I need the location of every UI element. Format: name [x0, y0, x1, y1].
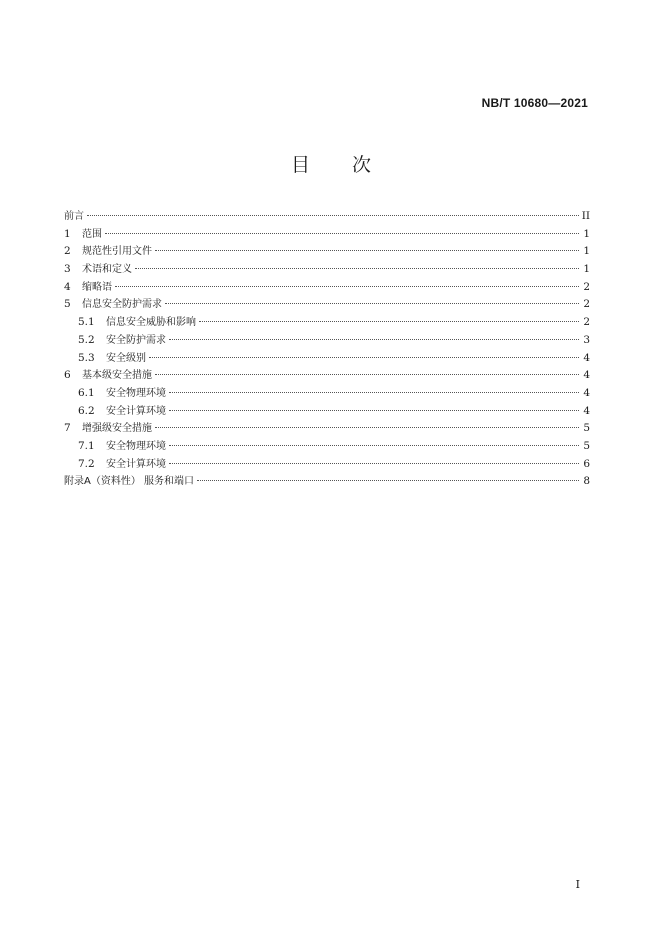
toc-entry-page: 5 — [583, 439, 590, 452]
toc-entry-label: 安全物理环境 — [106, 440, 166, 452]
toc-leader-dots — [87, 215, 579, 216]
toc-leader-dots — [115, 286, 579, 287]
toc-entry[interactable] — [64, 261, 590, 279]
toc-entry-number: 5.1 — [78, 316, 95, 329]
toc-entry[interactable] — [64, 208, 590, 226]
page-number: I — [575, 878, 580, 891]
toc-entry[interactable] — [64, 332, 590, 350]
toc-entry-page: 2 — [583, 280, 590, 293]
toc-entry-label: 安全计算环境 — [106, 405, 166, 417]
toc-leader-dots — [169, 392, 579, 393]
toc-entry-label: 安全计算环境 — [106, 458, 166, 470]
toc-entry-number: 6 — [64, 369, 71, 382]
toc-leader-dots — [105, 233, 579, 234]
standard-number: NB/T 10680—2021 — [481, 96, 588, 110]
toc-entry-page: 6 — [583, 457, 590, 470]
toc-leader-dots — [169, 339, 579, 340]
toc-entry[interactable] — [64, 420, 590, 438]
toc-entry-page: 4 — [583, 351, 590, 364]
toc-entry-number: 7.2 — [78, 457, 95, 470]
toc-entry-label: 安全物理环境 — [106, 387, 166, 399]
toc-entry-number: 6.2 — [78, 404, 95, 417]
toc-entry[interactable] — [64, 314, 590, 332]
toc-entry-page: 2 — [583, 298, 590, 311]
toc-entry[interactable] — [64, 473, 590, 491]
toc-entry[interactable] — [64, 367, 590, 385]
toc-entry-page: II — [581, 210, 590, 222]
toc-entry-page: 5 — [583, 422, 590, 435]
toc-leader-dots — [155, 374, 579, 375]
toc-entry-page: 3 — [583, 333, 590, 346]
toc-entry[interactable] — [64, 456, 590, 474]
toc-entry-label: 规范性引用文件 — [82, 246, 152, 258]
toc-entry-label: 安全级别 — [106, 352, 146, 364]
toc-entry-number: 5.2 — [78, 333, 95, 346]
toc-entry-label: 安全防护需求 — [106, 334, 166, 346]
toc-entry-page: 4 — [583, 404, 590, 417]
toc-entry[interactable] — [64, 243, 590, 261]
toc-entry-number: 5 — [64, 298, 71, 311]
toc-entry-page: 1 — [583, 245, 590, 258]
toc-entry-label: 前言 — [64, 211, 84, 222]
toc-leader-dots — [199, 321, 579, 322]
toc-entry-label: 范围 — [82, 228, 102, 240]
toc-entry-label: 增强级安全措施 — [82, 423, 152, 435]
toc-entry-page: 1 — [583, 227, 590, 240]
toc-entry-number: 4 — [64, 280, 71, 293]
toc-entry-label: 信息安全防护需求 — [82, 299, 162, 311]
toc-entry-label: 附录A（资料性） 服务和端口 — [64, 476, 195, 488]
table-of-contents — [64, 208, 590, 491]
toc-entry[interactable] — [64, 296, 590, 314]
toc-entry-page: 2 — [583, 316, 590, 329]
toc-entry-page: 8 — [583, 475, 590, 488]
toc-entry-number: 7.1 — [78, 439, 95, 452]
toc-leader-dots — [169, 445, 579, 446]
toc-entry[interactable] — [64, 226, 590, 244]
toc-leader-dots — [165, 303, 579, 304]
toc-leader-dots — [155, 250, 579, 251]
toc-entry[interactable] — [64, 385, 590, 403]
toc-entry-label: 术语和定义 — [82, 264, 132, 276]
toc-entry[interactable] — [64, 350, 590, 368]
toc-entry[interactable] — [64, 403, 590, 421]
toc-leader-dots — [149, 357, 579, 358]
page-title: 目次 — [290, 154, 413, 176]
toc-leader-dots — [169, 410, 579, 411]
toc-entry-label: 信息安全威胁和影响 — [106, 317, 196, 329]
toc-entry-number: 1 — [64, 227, 71, 240]
toc-entry-number: 6.1 — [78, 386, 95, 399]
toc-entry[interactable] — [64, 279, 590, 297]
toc-entry-page: 1 — [583, 263, 590, 276]
toc-leader-dots — [197, 480, 579, 481]
toc-entry-page: 4 — [583, 369, 590, 382]
toc-entry-label: 缩略语 — [82, 281, 112, 293]
toc-entry-label: 基本级安全措施 — [82, 370, 152, 382]
toc-entry-number: 5.3 — [78, 351, 95, 364]
toc-entry-page: 4 — [583, 386, 590, 399]
toc-entry-number: 2 — [64, 245, 71, 258]
toc-leader-dots — [135, 268, 579, 269]
toc-leader-dots — [155, 427, 579, 428]
toc-entry-number: 7 — [64, 422, 71, 435]
toc-entry[interactable] — [64, 438, 590, 456]
toc-leader-dots — [169, 463, 579, 464]
toc-entry-number: 3 — [64, 263, 71, 276]
